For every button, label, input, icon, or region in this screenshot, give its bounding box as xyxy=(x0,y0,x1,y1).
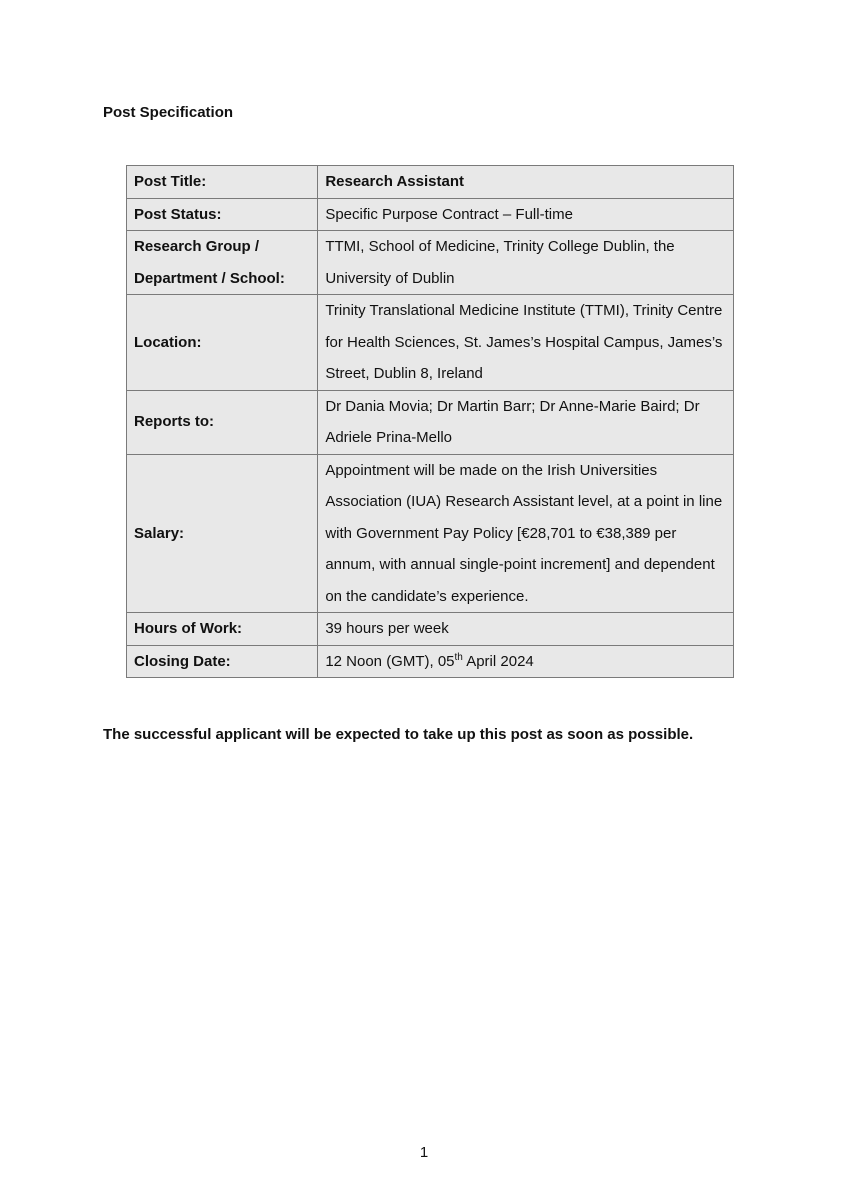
table-row-post-status xyxy=(127,198,734,231)
row-value: Specific Purpose Contract – Full-time xyxy=(318,198,734,231)
start-date-note: The successful applicant will be expected to take up this post as soon as possible. xyxy=(103,726,694,743)
row-label: Hours of Work: xyxy=(127,613,318,646)
row-label: Post Status: xyxy=(127,198,318,231)
table-row-post-title xyxy=(127,166,734,199)
row-value: TTMI, School of Medicine, Trinity College Dublin, the University of Dublin xyxy=(318,231,734,295)
row-value: 39 hours per week xyxy=(318,613,734,646)
page-heading: Post Specification xyxy=(103,104,234,121)
table-row-hours-of-work xyxy=(127,613,734,646)
post-specification-table xyxy=(126,165,734,678)
closing-date-main: 12 Noon (GMT), 05 xyxy=(325,652,455,670)
row-label: Post Title: xyxy=(127,166,318,199)
ordinal-suffix: th xyxy=(454,651,463,663)
table-row-closing-date xyxy=(127,645,734,678)
row-label: Reports to: xyxy=(127,390,318,454)
row-value xyxy=(318,645,734,678)
table-row-research-group xyxy=(127,231,734,295)
row-value: Trinity Translational Medicine Institute (TTMI), Trinity Centre for Health Sciences, St. James’s Hospital Campus, James’s Street, Dublin 8, Ireland xyxy=(318,295,734,391)
table-row-reports-to xyxy=(127,390,734,454)
row-value: Dr Dania Movia; Dr Martin Barr; Dr Anne-Marie Baird; Dr Adriele Prina-Mello xyxy=(318,390,734,454)
row-label: Closing Date: xyxy=(127,645,318,678)
table-row-location xyxy=(127,295,734,391)
row-value: Research Assistant xyxy=(318,166,734,199)
row-label: Location: xyxy=(127,295,318,391)
row-value: Appointment will be made on the Irish Universities Association (IUA) Research Assistant level, at a point in line with Government Pay Policy [€28,701 to €38,389 per annum, with annual single-point increment] and dependent on the candidate’s experience. xyxy=(318,454,734,613)
table-row-salary xyxy=(127,454,734,613)
page-number: 1 xyxy=(419,1144,429,1161)
closing-date-rest: April 2024 xyxy=(462,652,534,670)
row-label: Salary: xyxy=(127,454,318,613)
row-label: Research Group / Department / School: xyxy=(127,231,318,295)
